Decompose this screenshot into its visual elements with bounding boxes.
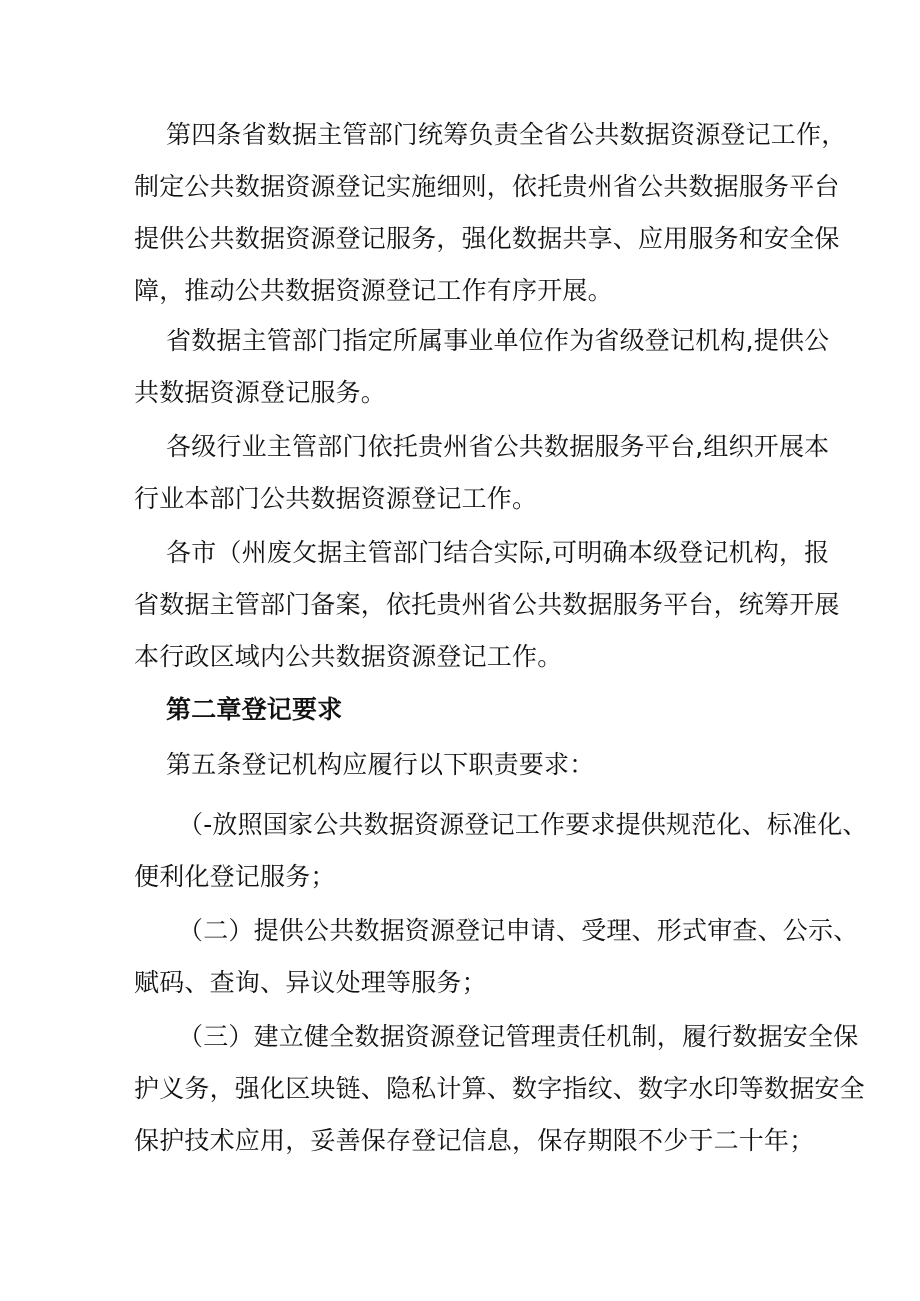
paragraph-line: 制定公共数据资源登记实施细则，依托贵州省公共数据服务平台 — [134, 172, 840, 201]
paragraph-item-3 — [134, 1011, 865, 1167]
paragraph-city-departments — [134, 527, 840, 683]
paragraph-line: 共数据资源登记服务。 — [134, 378, 387, 407]
paragraph-article-4 — [134, 109, 847, 317]
paragraph-line: （-放照国家公共数据资源登记工作要求提供规范化、标准化、 — [178, 810, 868, 839]
paragraph-line: 提供公共数据资源登记服务，强化数据共享、应用服务和安全保 — [134, 224, 840, 253]
paragraph-article-5 — [134, 739, 802, 791]
paragraph-line: 行业本部门公共数据资源登记工作。 — [134, 484, 538, 513]
paragraph-provincial-registry — [134, 315, 830, 419]
paragraph-line: 省数据主管部门备案，依托贵州省公共数据服务平台，统筹开展 — [134, 590, 840, 619]
paragraph-line: 障，推动公共数据资源登记工作有序开展。 — [134, 276, 613, 305]
paragraph-line: 护义务，强化区块链、隐私计算、数字指纹、数字水印等数据安全 — [134, 1074, 865, 1103]
paragraph-line: （三）建立健全数据资源登记管理责任机制，履行数据安全保 — [178, 1022, 859, 1051]
paragraph-line: 省数据主管部门指定所属事业单位作为省级登记机构,提供公 — [166, 326, 830, 355]
paragraph-line: （二）提供公共数据资源登记申请、受理、形式审查、公示、 — [178, 916, 859, 945]
paragraph-line: 赋码、查询、异议处理等服务； — [134, 968, 487, 997]
paragraph-line: 各级行业主管部门依托贵州省公共数据服务平台,组织开展本 — [166, 432, 830, 461]
heading-line: 第二章登记要求 — [166, 695, 343, 724]
paragraph-line: 各市（州废攵据主管部门结合实际,可明确本级登记机构，报 — [166, 538, 830, 567]
paragraph-line: 第五条登记机构应履行以下职责要求： — [166, 750, 595, 779]
paragraph-line: 第四条省数据主管部门统筹负责全省公共数据资源登记工作， — [166, 120, 847, 149]
paragraph-line: 保护技术应用，妥善保存登记信息，保存期限不少于二十年； — [134, 1126, 815, 1155]
chapter-heading — [134, 684, 802, 736]
paragraph-line: 本行政区域内公共数据资源登记工作。 — [134, 642, 563, 671]
paragraph-industry-departments — [134, 421, 830, 525]
paragraph-item-1 — [134, 799, 868, 903]
paragraph-item-2 — [134, 905, 859, 1009]
paragraph-line: 便利化登记服务； — [134, 862, 336, 891]
